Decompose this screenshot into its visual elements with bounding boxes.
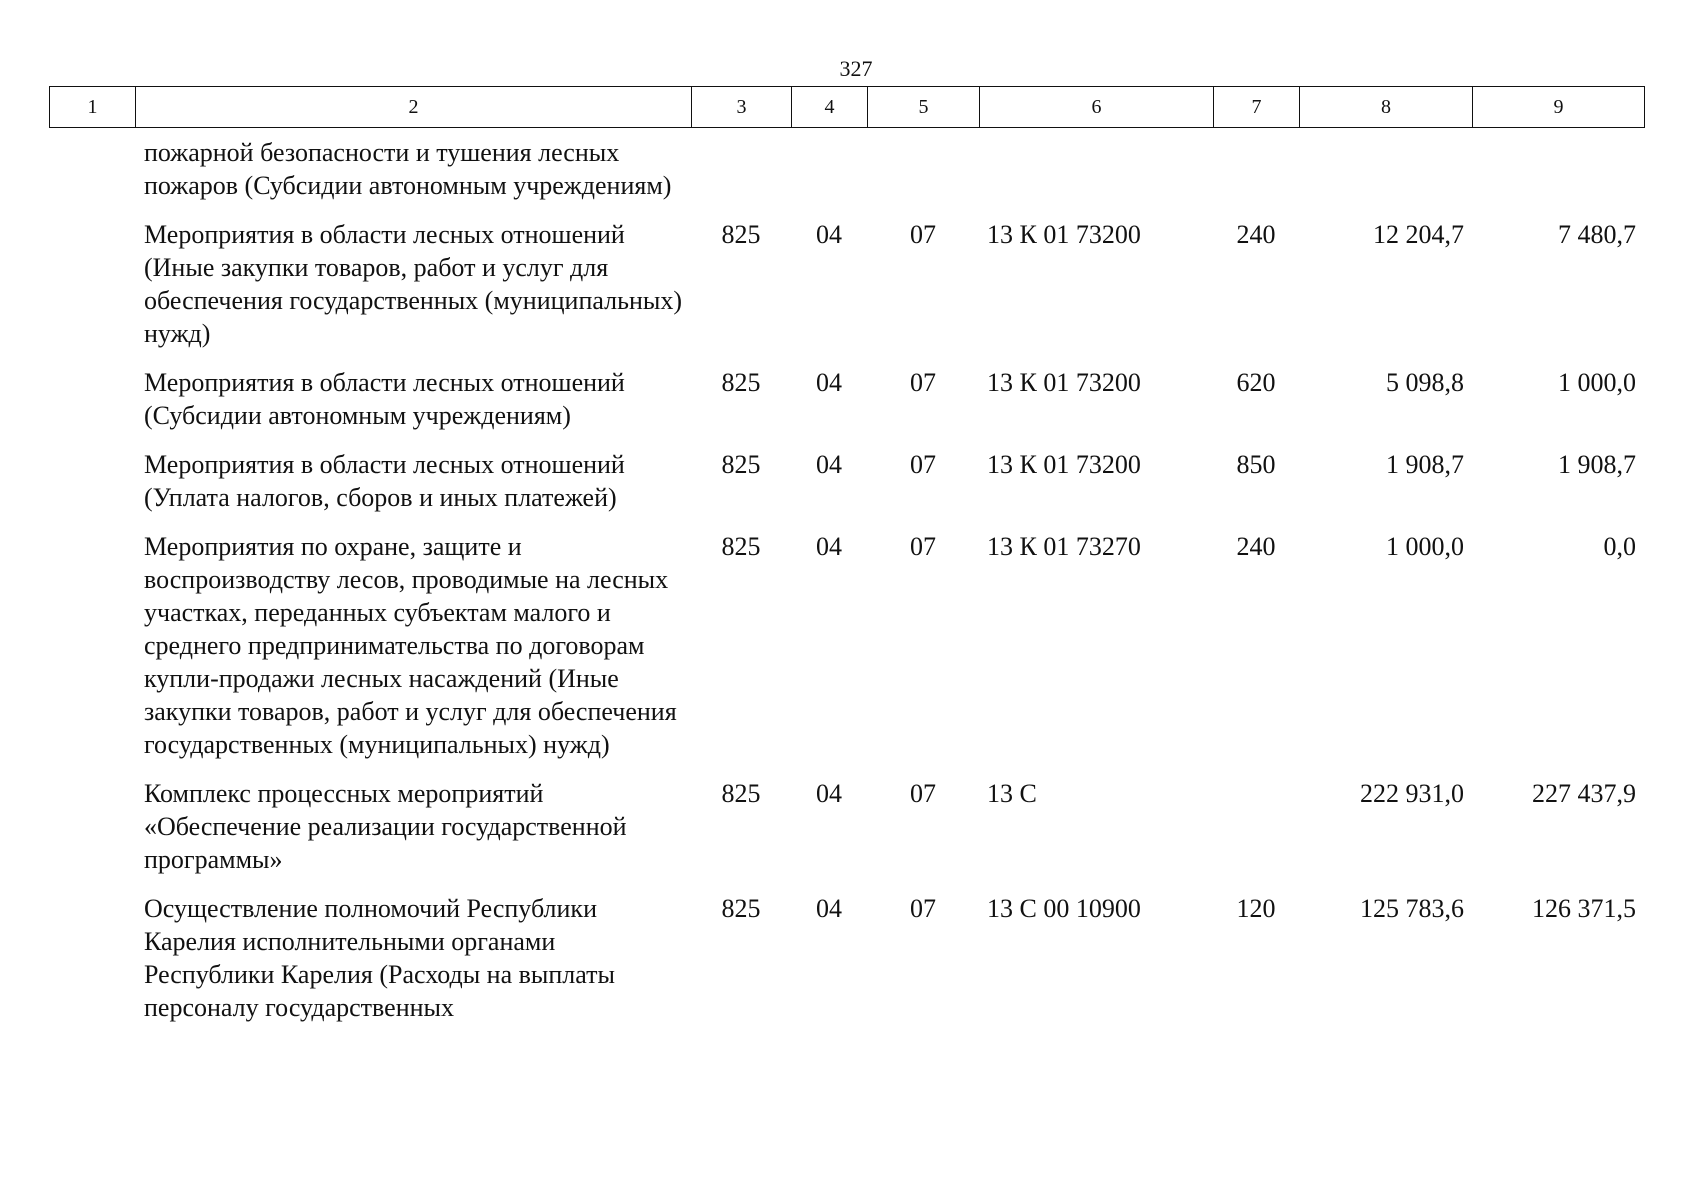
row-col5: 07 bbox=[910, 532, 936, 561]
column-header-5: 5 bbox=[868, 87, 980, 128]
row-description: пожарной безопасности и тушения лесных пожаров (Субсидии автономным учреждениям) bbox=[144, 138, 672, 200]
row-col8: 222 931,0 bbox=[1360, 779, 1464, 808]
row-col3 bbox=[691, 136, 791, 218]
row-col4: 04 bbox=[816, 220, 842, 249]
row-description: Комплекс процессных мероприятий «Обеспечение реализации государственной программы» bbox=[144, 779, 627, 874]
table-row bbox=[49, 777, 1644, 892]
table-row bbox=[49, 218, 1644, 366]
column-header-row bbox=[50, 87, 1645, 128]
row-col8: 125 783,6 bbox=[1360, 894, 1464, 923]
row-col5 bbox=[867, 136, 979, 218]
table-row bbox=[49, 892, 1644, 1040]
row-col6: 13 К 01 73270 bbox=[987, 532, 1141, 561]
row-col3: 825 bbox=[721, 779, 761, 808]
row-col6: 13 К 01 73200 bbox=[987, 368, 1141, 397]
column-header-2: 2 bbox=[136, 87, 692, 128]
row-col6 bbox=[979, 136, 1213, 218]
row-col6: 13 С 00 10900 bbox=[987, 894, 1141, 923]
row-col9: 1 000,0 bbox=[1558, 368, 1636, 397]
row-col4: 04 bbox=[816, 894, 842, 923]
row-col4: 04 bbox=[816, 779, 842, 808]
row-col7: 120 bbox=[1236, 894, 1276, 923]
row-col8: 1 000,0 bbox=[1386, 532, 1464, 561]
row-col5: 07 bbox=[910, 368, 936, 397]
row-col5: 07 bbox=[910, 450, 936, 479]
table-row bbox=[49, 366, 1644, 448]
row-col8 bbox=[1299, 136, 1472, 218]
row-description: Мероприятия в области лесных отношений (Уплата налогов, сборов и иных платежей) bbox=[144, 450, 625, 512]
row-col8: 1 908,7 bbox=[1386, 450, 1464, 479]
row-col4: 04 bbox=[816, 450, 842, 479]
row-col4 bbox=[791, 136, 867, 218]
row-col3: 825 bbox=[721, 894, 761, 923]
row-col9 bbox=[1472, 136, 1644, 218]
row-col5: 07 bbox=[910, 779, 936, 808]
row-col8: 12 204,7 bbox=[1373, 220, 1464, 249]
table-row bbox=[49, 448, 1644, 530]
table-row bbox=[49, 136, 1644, 218]
row-col7: 620 bbox=[1236, 368, 1276, 397]
row-col3: 825 bbox=[721, 450, 761, 479]
row-col8: 5 098,8 bbox=[1386, 368, 1464, 397]
row-col4: 04 bbox=[816, 532, 842, 561]
row-col7: 240 bbox=[1236, 532, 1276, 561]
row-col9: 7 480,7 bbox=[1558, 220, 1636, 249]
column-header-7: 7 bbox=[1214, 87, 1300, 128]
row-col4: 04 bbox=[816, 368, 842, 397]
row-col5: 07 bbox=[910, 220, 936, 249]
row-col7 bbox=[1213, 136, 1299, 218]
row-col9: 227 437,9 bbox=[1532, 779, 1636, 808]
table-row bbox=[49, 530, 1644, 777]
column-header-4: 4 bbox=[792, 87, 868, 128]
row-col6: 13 К 01 73200 bbox=[987, 220, 1141, 249]
row-col6: 13 К 01 73200 bbox=[987, 450, 1141, 479]
row-col7: 240 bbox=[1236, 220, 1276, 249]
row-col7: 850 bbox=[1236, 450, 1276, 479]
column-header-8: 8 bbox=[1300, 87, 1473, 128]
row-col9: 0,0 bbox=[1603, 532, 1636, 561]
row-description: Осуществление полномочий Республики Карелия исполнительными органами Республики Карелия (Расходы на выплаты персоналу государственных bbox=[144, 894, 615, 1022]
row-col5: 07 bbox=[910, 894, 936, 923]
page-number: 327 bbox=[839, 56, 873, 81]
row-col7 bbox=[1213, 777, 1299, 892]
row-col3: 825 bbox=[721, 368, 761, 397]
row-description: Мероприятия в области лесных отношений (Иные закупки товаров, работ и услуг для обеспечения государственных (муниципальных) нужд) bbox=[144, 220, 683, 348]
row-col9: 126 371,5 bbox=[1532, 894, 1636, 923]
row-description: Мероприятия по охране, защите и воспроизводству лесов, проводимые на лесных участках, переданных субъектам малого и среднего предпринимательства по договорам купли-продажи лесных насаждений (Иные закупки товаров, работ и услуг для обеспечения государственных (муниципальных) нужд) bbox=[144, 532, 677, 759]
column-header-1: 1 bbox=[50, 87, 136, 128]
row-col9: 1 908,7 bbox=[1558, 450, 1636, 479]
row-description: Мероприятия в области лесных отношений (Субсидии автономным учреждениям) bbox=[144, 368, 625, 430]
column-header-3: 3 bbox=[692, 87, 792, 128]
row-col6: 13 С bbox=[987, 779, 1037, 808]
budget-table bbox=[49, 136, 1644, 1040]
row-col3: 825 bbox=[721, 532, 761, 561]
column-header-table bbox=[49, 86, 1645, 128]
row-col3: 825 bbox=[721, 220, 761, 249]
column-header-9: 9 bbox=[1473, 87, 1645, 128]
column-header-6: 6 bbox=[980, 87, 1214, 128]
